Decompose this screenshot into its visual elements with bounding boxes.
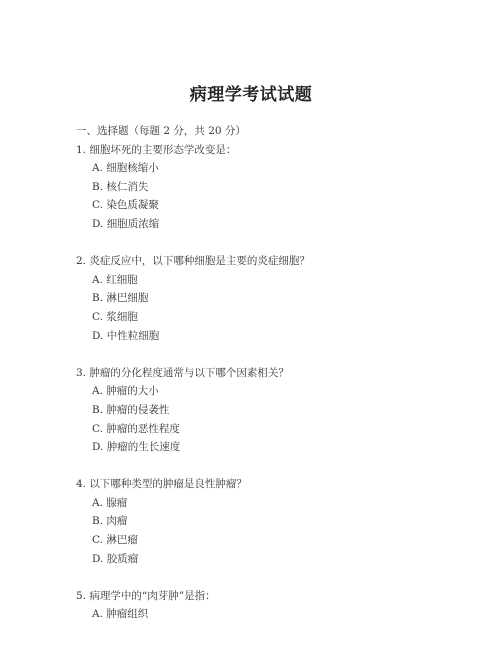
question-text: 4. 以下哪种类型的肿瘤是良性肿瘤？	[76, 478, 247, 491]
document-title: 病理学考试试题	[189, 85, 313, 105]
spacer	[76, 345, 476, 364]
question-text: 2. 炎症反应中，以下哪种细胞是主要的炎症细胞？	[76, 255, 310, 268]
option-a: A. 肿瘤的大小	[92, 385, 159, 398]
exam-content	[76, 122, 476, 624]
option-c: C. 染色质凝聚	[92, 199, 159, 212]
spacer	[76, 568, 476, 587]
option-b: B. 肉瘤	[92, 515, 128, 528]
question-2	[76, 252, 476, 345]
option-d: D. 细胞质浓缩	[92, 217, 160, 230]
question-text: 1. 细胞坏死的主要形态学改变是：	[76, 143, 237, 156]
option-d: D. 肿瘤的生长速度	[92, 441, 181, 454]
option-a: A. 腺瘤	[92, 496, 128, 509]
question-text: 5. 病理学中的“肉芽肿”是指：	[76, 589, 216, 602]
question-text: 3. 肿瘤的分化程度通常与以下哪个因素相关？	[76, 366, 289, 379]
question-1	[76, 141, 476, 234]
spacer	[76, 457, 476, 476]
option-b: B. 淋巴细胞	[92, 292, 149, 305]
option-a: A. 肿瘤组织	[92, 608, 149, 621]
question-5	[76, 587, 476, 624]
option-a: A. 细胞核缩小	[92, 162, 159, 175]
option-c: C. 浆细胞	[92, 310, 138, 323]
option-b: B. 肿瘤的侵袭性	[92, 403, 170, 416]
question-4	[76, 475, 476, 568]
option-c: C. 淋巴瘤	[92, 534, 138, 547]
option-b: B. 核仁消失	[92, 180, 149, 193]
section-heading: 一、选择题（每题 2 分，共 20 分）	[76, 125, 246, 137]
spacer	[76, 234, 476, 253]
option-d: D. 胶质瘤	[92, 552, 139, 565]
question-3	[76, 364, 476, 457]
option-d: D. 中性粒细胞	[92, 329, 160, 342]
option-c: C. 肿瘤的恶性程度	[92, 422, 180, 435]
option-a: A. 红细胞	[92, 273, 138, 286]
